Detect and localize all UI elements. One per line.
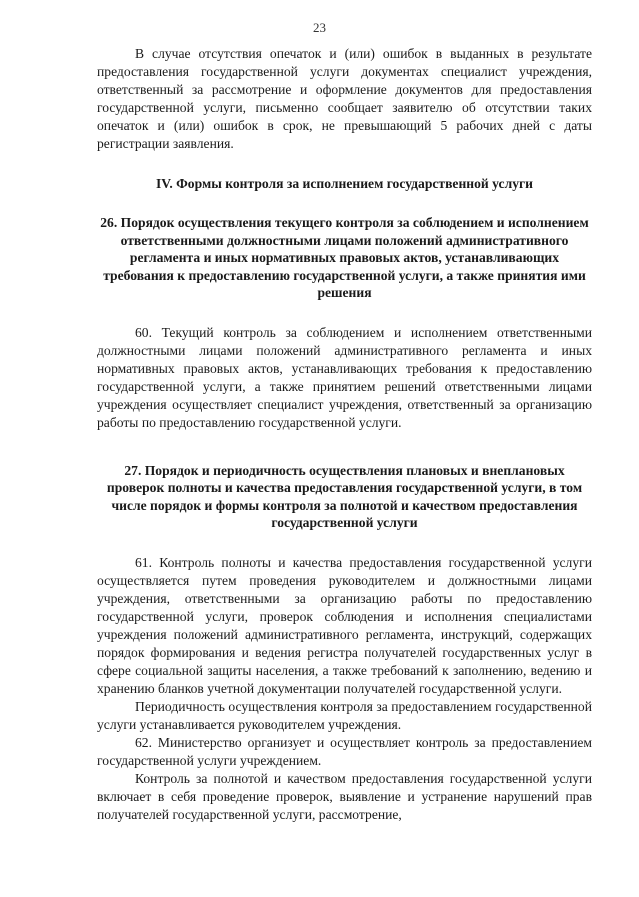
paragraph-opechatki: В случае отсутствия опечаток и (или) ошибок в выданных в результате предоставления государственной услуги документах специалист учреждения, ответственный за рассмотрение и оформление документов для предоставления государственной услуги, письменно сообщает заявителю об отсутствии таких опечаток и (или) ошибок в срок, не превышающий 5 рабочих дней с даты регистрации заявления. <box>97 46 592 151</box>
paragraph-60: 60. Текущий контроль за соблюдением и исполнением ответственными должностными лицами положений административного регламента и иных нормативных правовых актов, устанавливающих требования к предоставлению государственной услуги, а также принятием решений ответственными лицами учреждения осуществляет специалист учреждения, ответственный за организацию работы по предоставлению государственной услуги. <box>97 324 592 430</box>
paragraph-61: 61. Контроль полноты и качества предоставления государственной услуги осуществляется путем проведения руководителем и должностными лицами учреждения, ответственными за организацию работы по предоставлению государственной услуги, проверок соблюдения и исполнения специалистами учреждения положений административного регламента, инструкций, содержащих порядок формирования и ведения регистра получателей государственных услуг в сфере социальной защиты населения, а также требований к заполнению, ведению и хранению бланков учетной документации получателей государственной услуги. <box>97 554 592 696</box>
paragraph-62: 62. Министерство организует и осуществляет контроль за предоставлением государственной услуги учреждением. <box>97 734 592 768</box>
chapter-heading: IV. Формы контроля за исполнением государственной услуги <box>155 176 534 191</box>
paragraph-kontrol: Контроль за полнотой и качеством предоставления государственной услуги включает в себя проведение проверок, выявление и устранение нарушений прав получателей государственной услуги, рассмотрение, <box>97 770 592 822</box>
paragraph-periodichnost: Периодичность осуществления контроля за предоставлением государственной услуги устанавливается руководителем учреждения. <box>97 698 592 732</box>
page-number: 23 <box>313 20 326 35</box>
section-heading-27: 27. Порядок и периодичность осуществления плановых и внеплановых проверок полноты и качества предоставления государственной услуги, в том числе порядок и формы контроля за полнотой и качеством предоставления государственной услуги <box>106 462 583 530</box>
document-body <box>97 45 592 824</box>
section-heading-26: 26. Порядок осуществления текущего контроля за соблюдением и исполнением ответственными должностными лицами положений административного регламента и иных нормативных правовых актов, устанавливающих требования к предоставлению государственной услуги, а также принятия ими решения <box>100 215 589 300</box>
